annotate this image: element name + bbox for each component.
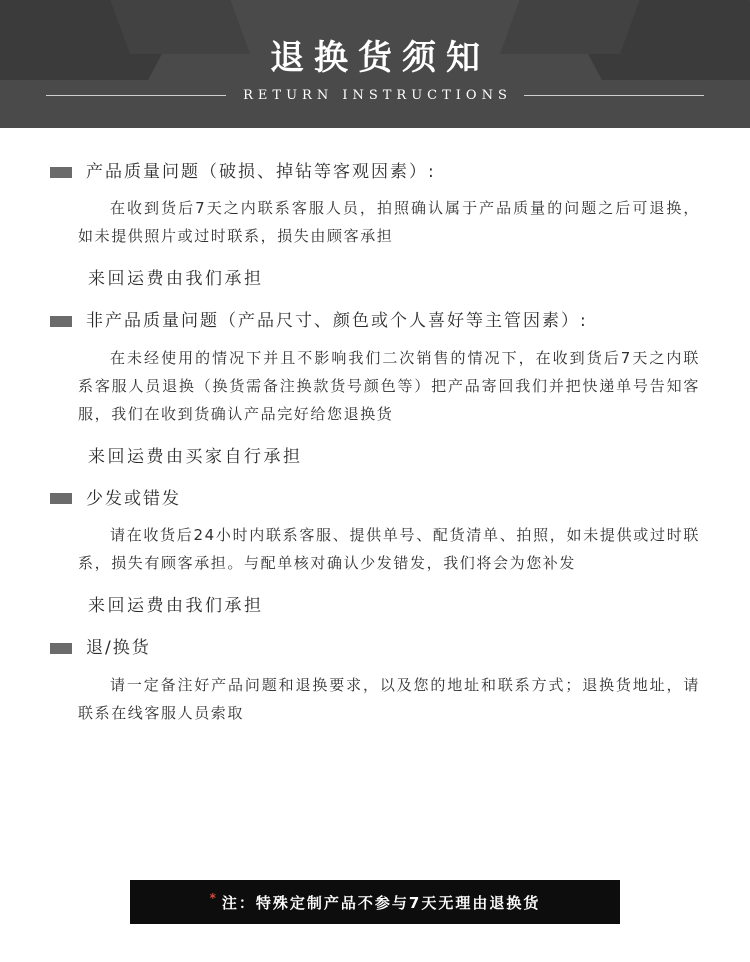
footer-note-wrapper: [0, 880, 750, 924]
page-title: 退换货须知: [270, 38, 490, 78]
section-header: [40, 638, 710, 658]
asterisk-icon: *: [209, 891, 218, 905]
bullet-square-icon: [50, 167, 72, 178]
content-area: [0, 128, 750, 727]
divider-left: [46, 95, 226, 96]
section-highlight: 来回运费由我们承担: [88, 269, 264, 290]
section-body: 请在收货后24小时内联系客服、提供单号、配货清单、拍照，如未提供或过时联系，损失有顾客承担。与配单核对确认少发错发，我们将会为您补发: [78, 526, 700, 573]
page-subtitle: RETURN INSTRUCTIONS: [243, 88, 512, 103]
section-title: 退/换货: [86, 638, 151, 659]
section-header: [40, 311, 710, 331]
bullet-square-icon: [50, 316, 72, 327]
banner-subtitle-row: [0, 88, 750, 103]
section-return-exchange: [40, 638, 710, 726]
bullet-square-icon: [50, 643, 72, 654]
header-banner: [0, 0, 750, 128]
section-title: 产品质量问题（破损、掉钻等客观因素）:: [86, 162, 436, 182]
section-title: 少发或错发: [86, 488, 181, 509]
section-missing-or-wrong-item: [40, 489, 710, 616]
footer-note-text: 注：特殊定制产品不参与7天无理由退换货: [221, 893, 541, 912]
section-title: 非产品质量问题（产品尺寸、颜色或个人喜好等主管因素）:: [86, 311, 588, 332]
section-body: 请一定备注好产品问题和退换要求，以及您的地址和联系方式；退换货地址，请联系在线客服人员索取: [78, 675, 700, 722]
section-highlight: 来回运费由买家自行承担: [88, 446, 303, 467]
section-body: 在未经使用的情况下并且不影响我们二次销售的情况下，在收到货后7天之内联系客服人员退换（换货需备注换款货号颜色等）把产品寄回我们并把快递单号告知客服，我们在收到货确认产品完好给您退换货: [78, 348, 700, 423]
section-non-quality-issue: [40, 311, 710, 466]
footer-note: [130, 880, 620, 924]
section-body: 在收到货后7天之内联系客服人员，拍照确认属于产品质量的问题之后可退换，如未提供照片或过时联系，损失由顾客承担: [78, 199, 700, 246]
section-header: [40, 489, 710, 509]
section-quality-issue: [40, 162, 710, 289]
bullet-square-icon: [50, 493, 72, 504]
section-highlight: 来回运费由我们承担: [88, 596, 264, 617]
divider-right: [524, 95, 704, 96]
section-header: [40, 162, 710, 182]
